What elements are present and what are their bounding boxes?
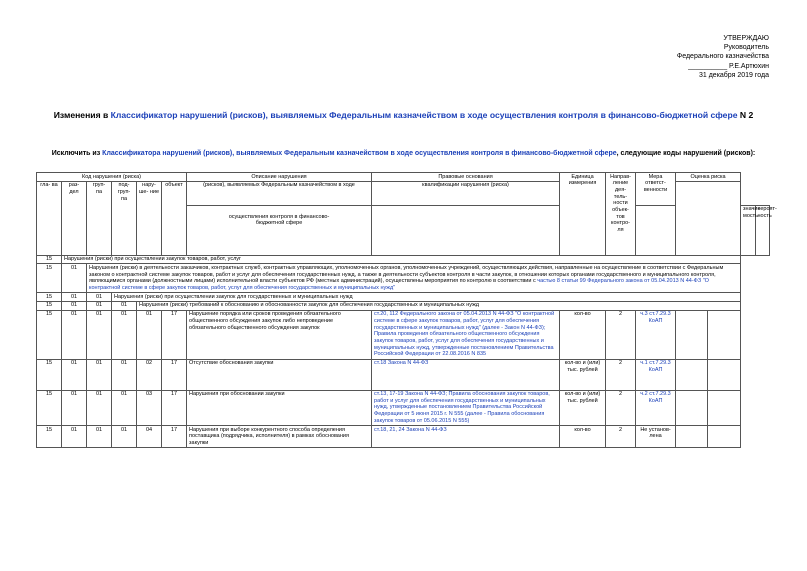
section-text: Нарушения (риски) в деятельности заказчиков, контрактных служб, контрактных управляющих, уполномоченных органов, уполномоченных учреждений, осуществляющих действия, направленные на осуществление в соответствии с Федеральным законом о контрактной системе закупок товаров, работ и услуг для обеспечения государственных нужд, а также в деятельности субъектов контроля в части закупок, в отношении которых органами государственного и муниципального контроля, являющимися органами (должностными лицами) исполнительной власти субъектов РФ (местных администраций), осуществлены мероприятия по контролю в соответствии с частью 8 статьи 99 Федерального закона от 05.04.2013 N 44-ФЗ "О контрактной системе в сфере закупок товаров, работ, услуг для обеспечения государственных и муниципальных нужд" bbox=[87, 264, 741, 293]
code-col-header: раз- дел bbox=[62, 181, 87, 255]
section-row: 15 Нарушения (риски) при осуществлении закупок товаров, работ, услуг bbox=[37, 255, 770, 264]
document-subtitle: Исключить из Классификатора нарушений (рисков), выявляемых Федеральным казначейством в ходе осуществления контроля в финансово-бюджетной сфере, следующие коды нарушений (рисков): bbox=[51, 150, 756, 157]
classifier-link[interactable]: Классификатора нарушений (рисков), выявляемых Федеральным казначейством в ходе осуществления контроля в финансово-бюджетной сфере bbox=[102, 150, 617, 157]
legal-basis-link[interactable]: ст.18 Закона N 44-ФЗ bbox=[372, 359, 560, 390]
code-col-header: нару- ше- ние bbox=[137, 181, 162, 255]
legal-basis-link[interactable]: ст.13, 17-19 Закона N 44-ФЗ; Правила обоснования закупок товаров, работ и услуг для обеспечения государственных и муниципальных нужд, утвержденные постановлением Правительства Российской Федерации от 5 июня 2015 г. N 555 (далее - Правила обоснования закупок товаров от 05.06.2015 N 555) bbox=[372, 390, 560, 426]
legal-header: Правовые основания bbox=[372, 173, 560, 182]
unit-header: Единица измерения bbox=[560, 173, 606, 256]
section-text: Нарушения (риски) при осуществлении закупок для государственных и муниципальных нужд bbox=[112, 293, 741, 302]
liability-link[interactable]: ч.3 ст.7.29.3 КоАП bbox=[636, 310, 676, 359]
code-col-header: гла- ва bbox=[37, 181, 62, 255]
document-title: Изменения в Классификатор нарушений (рисков), выявляемых Федеральным казначейством в ходе осуществления контроля в финансово-бюджетной сфере N 2 bbox=[53, 110, 754, 120]
approval-block bbox=[677, 34, 769, 80]
risk-col-header: значи- мость bbox=[741, 205, 755, 255]
liability-link[interactable]: ч.2 ст.7.29.3 КоАП bbox=[636, 390, 676, 426]
violation-description: Нарушение порядка или сроков проведения обязательного общественного обсуждения закупок либо непроведение обязательного общественного обсуждения закупок bbox=[187, 310, 372, 359]
code-col-header: под- груп- па bbox=[112, 181, 137, 255]
section-row: 15 01 01 Нарушения (риски) при осуществлении закупок для государственных и муниципальных нужд bbox=[37, 293, 770, 302]
approval-line: УТВЕРЖДАЮ bbox=[723, 35, 769, 42]
section-row: 15 01 Нарушения (риски) в деятельности заказчиков, контрактных служб, контрактных управляющих, уполномоченных органов, уполномоченных учреждений, осуществляющих действия, направленные на осуществление в соответствии с Федеральным законом о контрактной системе закупок товаров, работ и услуг для обеспечения государственных нужд, а также в деятельности субъектов контроля в части закупок, в отношении которых органами государственного и муниципального контроля, являющимися органами (должностными лицами) исполнительной власти субъектов РФ (местных администраций), осуществлены мероприятия по контролю в соответствии с частью 8 статьи 99 Федерального закона от 05.04.2013 N 44-ФЗ "О контрактной системе в сфере закупок товаров, работ, услуг для обеспечения государственных и муниципальных нужд" bbox=[37, 264, 770, 293]
measure-header: Мера ответст- венности bbox=[636, 173, 676, 206]
violation-description: Нарушения при обосновании закупки bbox=[187, 390, 372, 426]
violation-description: Нарушения при выборе конкурентного способа определения поставщика (подрядчика, исполнителя) в рамках обоснования закупки bbox=[187, 426, 372, 448]
direction-header: Направ- ление дея- тель- ности объек- тов контро- ля bbox=[606, 173, 636, 256]
liability-link[interactable]: ч.1 ст.7.29.3 КоАП bbox=[636, 359, 676, 390]
approval-line: Руководитель bbox=[723, 44, 769, 52]
liability-value: Не установ- лена bbox=[636, 426, 676, 448]
section-text: Нарушения (риски) требований к обоснованию и обоснованности закупок для обеспечения государственных и муниципальных нужд bbox=[137, 301, 741, 310]
risk-col-header: вероят- ность bbox=[755, 205, 769, 255]
risk-header: Оценка риска bbox=[676, 173, 741, 182]
code-col-header: объект bbox=[162, 181, 187, 255]
description-header: Описание нарушения bbox=[187, 173, 372, 182]
code-col-header: груп- па bbox=[87, 181, 112, 255]
description-header: (рисков), выявляемых Федеральным казначейством в ходе bbox=[187, 181, 372, 205]
violation-description: Отсутствие обоснования закупки bbox=[187, 359, 372, 390]
classifier-link[interactable]: Классификатор нарушений (рисков), выявляемых Федеральным казначейством в ходе осуществления контроля в финансово-бюджетной сфере bbox=[110, 110, 738, 120]
approval-line: Федерального казначейства bbox=[676, 53, 769, 61]
section-row: 15 01 01 01 Нарушения (риски) требований к обоснованию и обоснованности закупок для обеспечения государственных и муниципальных нужд bbox=[37, 301, 770, 310]
approval-line: __________ Р.Е.Артюхин bbox=[688, 62, 769, 70]
legal-header: квалификации нарушения (риска) bbox=[372, 181, 560, 205]
table-row: 15 01 01 01 01 17 Нарушение порядка или сроков проведения обязательного общественного обсуждения закупок либо непроведение обязательного общественного обсуждения закупок ст.20, 112 Федерального закона от 05.04.2013 N 44-ФЗ "О контрактной системе в сфере закупок товаров, работ, услуг для обеспечения государственных и муниципальных нужд" (далее - Закон N 44-ФЗ); Правила проведения обязательного общественного обсуждения закупок товаров, работ, услуг для обеспечения государственных и муниципальных нужд, утвержденные постановлением Правительства Российской Федерации от 22.08.2016 N 835 кол-во 2 ч.3 ст.7.29.3 КоАП bbox=[37, 310, 770, 359]
violations-table bbox=[36, 172, 777, 448]
law-link[interactable]: частью 8 статьи 99 Федерального закона от 05.04.2013 N 44-ФЗ "О контрактной системе в сфере закупок товаров, работ, услуг для обеспечения государственных и муниципальных нужд" bbox=[89, 278, 709, 292]
section-text: Нарушения (риски) при осуществлении закупок товаров, работ, услуг bbox=[62, 255, 741, 264]
approval-line: 31 декабря 2019 года bbox=[698, 71, 769, 79]
table-row: 15 01 01 01 03 17 Нарушения при обосновании закупки ст.13, 17-19 Закона N 44-ФЗ; Правила обоснования закупок товаров, работ и услуг для обеспечения государственных и муниципальных нужд, утвержденные постановлением Правительства Российской Федерации от 5 июня 2015 г. N 555 (далее - Правила обоснования закупок товаров от 05.06.2015 N 555) кол-во и (или) тыс. рублей 2 ч.2 ст.7.29.3 КоАП bbox=[37, 390, 770, 426]
description-header: осуществления контроля в финансово- бюджетной сфере bbox=[187, 205, 372, 255]
table-header-row bbox=[37, 173, 770, 182]
legal-basis-link[interactable]: ст.20, 112 Федерального закона от 05.04.2013 N 44-ФЗ "О контрактной системе в сфере закупок товаров, работ, услуг для обеспечения государственных и муниципальных нужд" (далее - Закон N 44-ФЗ); Правила проведения обязательного общественного обсуждения закупок товаров, работ, услуг для обеспечения государственных и муниципальных нужд, утвержденные постановлением Правительства Российской Федерации от 22.08.2016 N 835 bbox=[372, 310, 560, 359]
table-row: 15 01 01 01 04 17 Нарушения при выборе конкурентного способа определения поставщика (подрядчика, исполнителя) в рамках обоснования закупки ст.18, 21, 24 Закона N 44-ФЗ кол-во 2 Не установ- лена bbox=[37, 426, 770, 448]
legal-basis-link[interactable]: ст.18, 21, 24 Закона N 44-ФЗ bbox=[372, 426, 560, 448]
code-group-header: Код нарушения (риска) bbox=[37, 173, 187, 182]
table-row: 15 01 01 01 02 17 Отсутствие обоснования закупки ст.18 Закона N 44-ФЗ кол-во и (или) тыс. рублей 2 ч.1 ст.7.29.3 КоАП bbox=[37, 359, 770, 390]
